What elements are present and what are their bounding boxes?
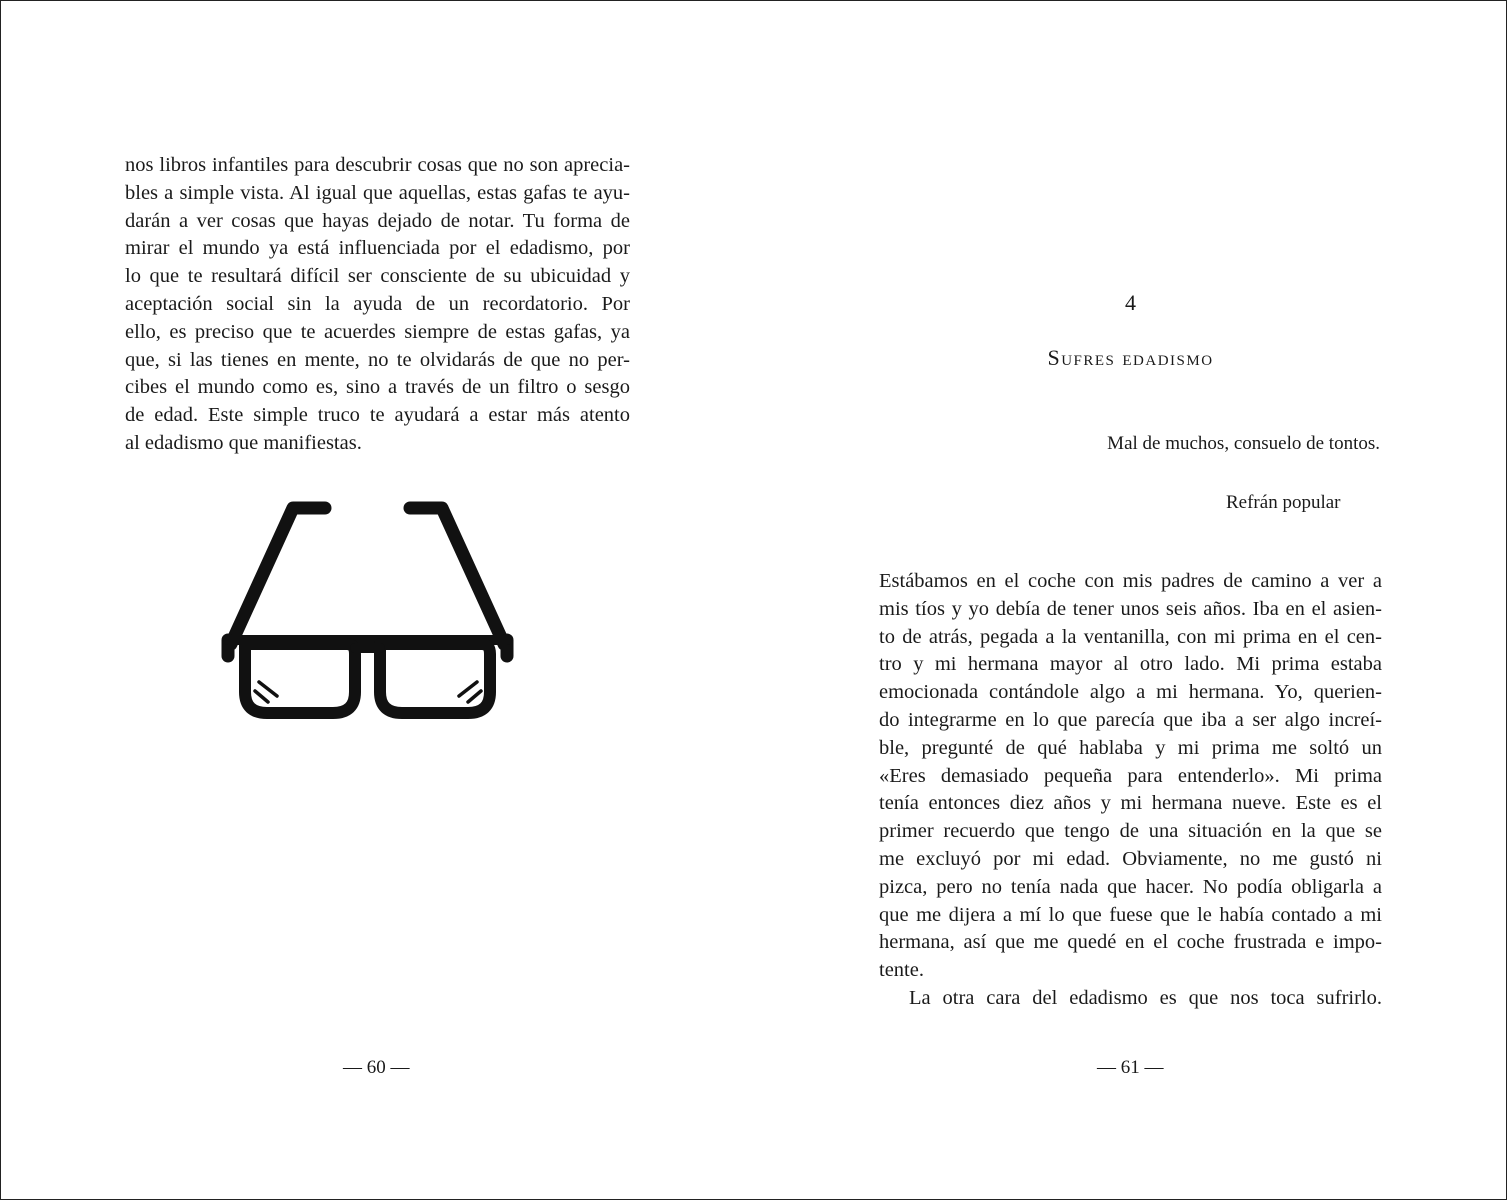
text-line: mis tíos y yo debía de tener unos seis años. Iba en el asien- <box>879 597 1382 620</box>
page-number-left: — 60 — <box>343 1057 410 1078</box>
text-line: bles a simple vista. Al igual que aquellas, estas gafas te ayu- <box>125 181 630 204</box>
text-line: do integrarme en lo que parecía que iba a ser algo increí- <box>879 708 1382 731</box>
text-line: to de atrás, pegada a la ventanilla, con mi prima en el cen- <box>879 625 1382 648</box>
epigraph: Mal de muchos, consuelo de tontos. <box>1107 433 1380 454</box>
epigraph-source: Refrán popular <box>1226 492 1341 513</box>
text-line: tro y mi hermana mayor al otro lado. Mi prima estaba <box>879 653 1382 676</box>
text-line: pizca, pero no tenía nada que hacer. No podía obligarla a <box>879 875 1382 898</box>
right-page <box>752 0 1505 1198</box>
chapter-number-text: 4 <box>1125 290 1136 315</box>
left-page <box>0 0 752 1198</box>
text-line: emocionada contándole algo a mi hermana. Yo, querien- <box>879 681 1382 704</box>
text-line: Estábamos en el coche con mis padres de camino a ver a <box>879 570 1382 592</box>
left-page-text <box>125 152 630 458</box>
text-line: al edadismo que manifiestas. <box>125 431 362 454</box>
text-line: nos libros infantiles para descubrir cosas que no son aprecia- <box>125 154 630 176</box>
chapter-title <box>752 345 1505 371</box>
text-line: aceptación social sin la ayuda de un recordatorio. Por <box>125 292 630 315</box>
page-number-right: — 61 — <box>1097 1057 1164 1078</box>
text-line: cibes el mundo como es, sino a través de un filtro o sesgo <box>125 376 630 399</box>
text-line: me excluyó por mi edad. Obviamente, no me gustó ni <box>879 847 1382 870</box>
glasses-icon <box>215 492 520 722</box>
text-line: ello, es preciso que te acuerdes siempre de estas gafas, ya <box>125 320 630 343</box>
text-line: de edad. Este simple truco te ayudará a estar más atento <box>125 404 630 427</box>
text-line: ble, pregunté de qué hablaba y mi prima me soltó un <box>879 736 1382 759</box>
chapter-title-text: Sufres edadismo <box>1047 345 1214 370</box>
chapter-number <box>752 290 1505 316</box>
text-line: tenía entonces diez años y mi hermana nueve. Este es el <box>879 792 1382 815</box>
text-line: tente. <box>879 959 924 982</box>
text-line: que me dijera a mí lo que fuese que le había contado a mi <box>879 903 1382 926</box>
text-line: lo que te resultará difícil ser consciente de su ubicuidad y <box>125 265 630 288</box>
text-line: darán a ver cosas que hayas dejado de notar. Tu forma de <box>125 209 630 232</box>
right-page-text <box>879 568 1382 1013</box>
text-line: que, si las tienes en mente, no te olvidarás de que no per- <box>125 348 630 371</box>
text-line: mirar el mundo ya está influenciada por el edadismo, por <box>125 237 630 260</box>
text-line: «Eres demasiado pequeña para entenderlo». Mi prima <box>879 764 1382 787</box>
paragraph-start: La otra cara del edadismo es que nos toca sufrirlo. <box>909 986 1382 1009</box>
text-line: primer recuerdo que tengo de una situación en la que se <box>879 820 1382 843</box>
text-line: hermana, así que me quedé en el coche frustrada e impo- <box>879 931 1382 954</box>
